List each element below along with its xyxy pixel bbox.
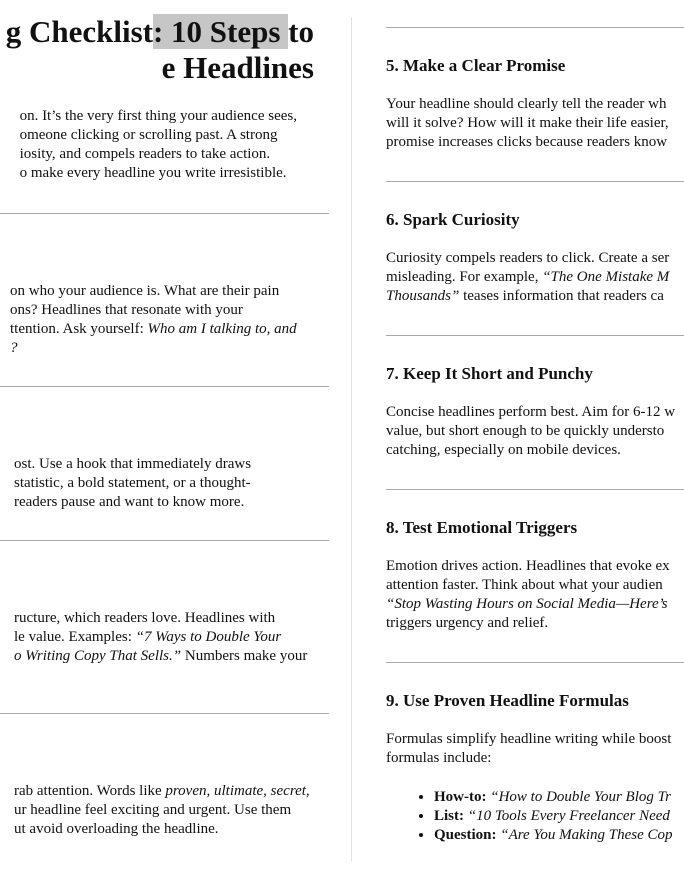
right-page xyxy=(352,0,684,878)
section-divider xyxy=(0,540,329,541)
section-2-paragraph xyxy=(14,455,314,512)
text-line: attention faster. Think about what your audien xyxy=(386,577,663,593)
text-span: teases information that readers ca xyxy=(459,288,664,304)
section-divider xyxy=(0,386,329,387)
text-line xyxy=(14,647,314,666)
section-divider xyxy=(386,489,684,490)
formula-list-item xyxy=(434,807,673,826)
italic-example: Thousands” xyxy=(386,288,460,304)
title-text-line2: e Headlines xyxy=(161,50,314,85)
formula-list-item xyxy=(434,826,673,845)
italic-words: proven, ultimate, secret, xyxy=(165,783,310,799)
section-divider xyxy=(386,27,684,28)
selected-text-highlight[interactable]: : 10 Steps xyxy=(152,14,289,49)
section-7-paragraph xyxy=(386,403,675,460)
section-3-paragraph xyxy=(14,609,314,666)
section-5-heading: 5. Make a Clear Promise xyxy=(386,56,566,75)
text-line: value, but short enough to be quickly understo xyxy=(386,423,665,439)
section-divider xyxy=(0,713,329,714)
section-divider xyxy=(386,181,684,182)
italic-example: o Writing Copy That Sells.” xyxy=(14,648,182,664)
text-line: will it solve? How will it make their life easier, xyxy=(386,115,669,131)
formula-list-item xyxy=(434,788,673,807)
text-line: Concise headlines perform best. Aim for 6-12 w xyxy=(386,404,676,420)
section-6-heading: 6. Spark Curiosity xyxy=(386,210,520,229)
text-line xyxy=(10,320,310,339)
document-title xyxy=(0,14,314,86)
text-span: rab attention. Words like xyxy=(14,783,166,799)
section-8-paragraph xyxy=(386,557,670,633)
italic-example: “7 Ways to Double Your xyxy=(135,629,282,645)
section-9-paragraph xyxy=(386,730,671,768)
section-4-paragraph xyxy=(14,782,314,839)
text-span: misleading. For example, xyxy=(386,269,543,285)
formula-label: Question: xyxy=(434,827,497,843)
text-line xyxy=(10,339,310,358)
section-6-paragraph xyxy=(386,249,669,306)
text-span: ttention. Ask yourself: xyxy=(10,321,148,337)
formula-example: “Are You Making These Cop xyxy=(496,827,673,843)
text-line: catching, especially on mobile devices. xyxy=(386,442,621,458)
formula-label: List: xyxy=(434,808,464,824)
text-line: formulas include: xyxy=(386,750,492,766)
text-line: iosity, and compels readers to take action. xyxy=(19,146,271,162)
text-line: readers pause and want to know more. xyxy=(14,494,245,510)
text-line: on. It’s the very first thing your audience sees, xyxy=(19,108,297,124)
formula-example: “10 Tools Every Freelancer Need xyxy=(464,808,670,824)
section-divider xyxy=(0,213,329,214)
text-line: omeone clicking or scrolling past. A strong xyxy=(19,127,278,143)
text-line: o make every headline you write irresistible. xyxy=(19,165,287,181)
text-line xyxy=(14,782,314,801)
text-line: on who your audience is. What are their pain xyxy=(10,283,280,299)
text-line: ost. Use a hook that immediately draws xyxy=(14,456,252,472)
text-line: Curiosity compels readers to click. Create a ser xyxy=(386,250,670,266)
text-line: ut avoid overloading the headline. xyxy=(14,821,219,837)
section-8-heading: 8. Test Emotional Triggers xyxy=(386,518,578,537)
title-text: g Checklist xyxy=(5,14,153,49)
text-line: Your headline should clearly tell the reader wh xyxy=(386,96,667,112)
text-line xyxy=(386,268,669,287)
text-line: ur headline feel exciting and urgent. Use them xyxy=(14,802,292,818)
italic-question-end: ? xyxy=(10,340,18,356)
text-line xyxy=(386,287,669,306)
formula-list xyxy=(386,788,673,845)
text-line xyxy=(14,628,314,647)
section-5-paragraph xyxy=(386,95,669,152)
text-line: triggers urgency and relief. xyxy=(386,615,549,631)
formula-label: How-to: xyxy=(434,789,487,805)
italic-example: “Stop Wasting Hours on Social Media—Here’s xyxy=(386,596,668,612)
title-text: to xyxy=(288,14,314,49)
text-line: promise increases clicks because readers know xyxy=(386,134,668,150)
text-line: statistic, a bold statement, or a thought- xyxy=(14,475,251,491)
text-line: Formulas simplify headline writing while boost xyxy=(386,731,672,747)
formula-example: “How to Double Your Blog Tr xyxy=(486,789,671,805)
italic-example: “The One Mistake M xyxy=(542,269,670,285)
section-1-paragraph xyxy=(10,282,310,358)
text-line xyxy=(386,595,670,614)
text-line: ons? Headlines that resonate with your xyxy=(10,302,243,318)
section-9-heading: 9. Use Proven Headline Formulas xyxy=(386,691,629,710)
text-line: Emotion drives action. Headlines that evoke ex xyxy=(386,558,670,574)
section-divider xyxy=(386,335,684,336)
text-span: le value. Examples: xyxy=(14,629,136,645)
section-7-heading: 7. Keep It Short and Punchy xyxy=(386,364,593,383)
section-divider xyxy=(386,662,684,663)
intro-paragraph xyxy=(20,107,297,183)
italic-question: Who am I talking to, and xyxy=(147,321,297,337)
text-line: ructure, which readers love. Headlines with xyxy=(14,610,276,626)
text-span: Numbers make your xyxy=(181,648,308,664)
